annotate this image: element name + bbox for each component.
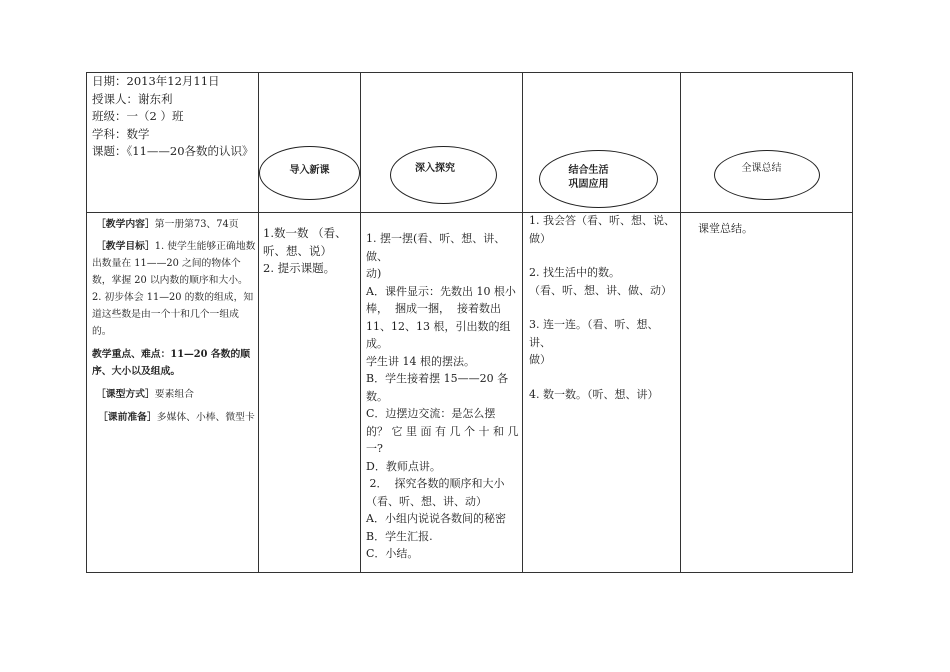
apply-column <box>529 212 679 403</box>
class-text: 班级：一（2 ）班 <box>92 109 184 123</box>
goal-block: ［教学目标］1. 使学生能够正确地数 出数量在 11——20 之间的物体个 数，掌握 20 以内数的顺序和大小。 2. 初步体会 11—20 的数的组成，知 道这些数是由一个十和几个一组成 的。 <box>92 241 256 337</box>
summary-column <box>698 220 848 238</box>
content-title: ［教学内容］ <box>96 219 155 230</box>
type-text: 要素组合 <box>154 389 194 400</box>
apply-item-3: 3. 连一连。（看、听、想、讲、 做） <box>529 318 659 366</box>
apply-item-2: 2. 找生活中的数。 （看、听、想、讲、做、动） <box>529 266 672 297</box>
apply-item-4: 4. 数一数。（听、想、讲） <box>529 387 659 401</box>
content-text: 第一册第73、74页 <box>154 219 239 230</box>
type-row <box>96 386 257 403</box>
table-border-bottom <box>86 572 853 573</box>
table-border-middle <box>86 212 853 213</box>
content-row <box>96 216 257 233</box>
table-border-right <box>852 72 853 573</box>
goal-title: ［教学目标］ <box>96 241 155 252</box>
apply-item-1: 1. 我会答（看、听、想、说、 做） <box>529 214 675 245</box>
stage-label-apply: 结合生活 巩固应用 <box>568 165 609 190</box>
subject-text: 学科：数学 <box>92 126 150 141</box>
type-title: ［课型方式］ <box>96 389 155 400</box>
prep-title: ［课前准备］ <box>98 412 157 423</box>
table-border-left <box>86 72 87 573</box>
explore-column: 1. 摆一摆(看、听、想、讲、做、 动) A．课件显示：先数出 10 根小 棒， 捆成一捆， 接着数出 11、12、13 根，引出数的组成。 学生讲 14 根的摆法。 B．学生接着摆 15——20 各 数。 C．边摆边交流：是怎么摆 的？ 它 里 面 有 几 个 十 和 几 一? D．教师点讲。 2． 探究各数的顺序和大小 （看、听、想、讲、动） A．小组内说说各数间的秘密 B．学生汇报. C．小结。 <box>366 232 519 560</box>
table-divider-1 <box>258 72 259 573</box>
stage-label-explore: 深入探究 <box>415 163 455 174</box>
intro-column: 1.数一数 （看、 听、想、说） 2. 提示课题。 <box>263 226 347 275</box>
table-divider-2 <box>360 72 361 573</box>
header-info <box>92 73 257 161</box>
teacher-text: 授课人：谢东利 <box>92 91 173 106</box>
table-divider-3 <box>522 72 523 573</box>
left-panel <box>92 216 257 426</box>
table-divider-4 <box>680 72 681 573</box>
key-points: 教学重点、难点：11—20 各数的顺 序、大小以及组成。 <box>92 349 251 377</box>
prep-text: 多媒体、小棒、微型卡 <box>156 412 255 423</box>
topic-text: 课题：《11——20各数的认识》 <box>92 144 254 158</box>
stage-label-summary: 全课总结 <box>741 163 782 174</box>
date-text: 日期：2013年12月11日 <box>92 74 220 88</box>
summary-text: 课堂总结。 <box>698 222 753 235</box>
prep-row <box>98 409 257 426</box>
stage-label-intro: 导入新课 <box>289 165 330 176</box>
